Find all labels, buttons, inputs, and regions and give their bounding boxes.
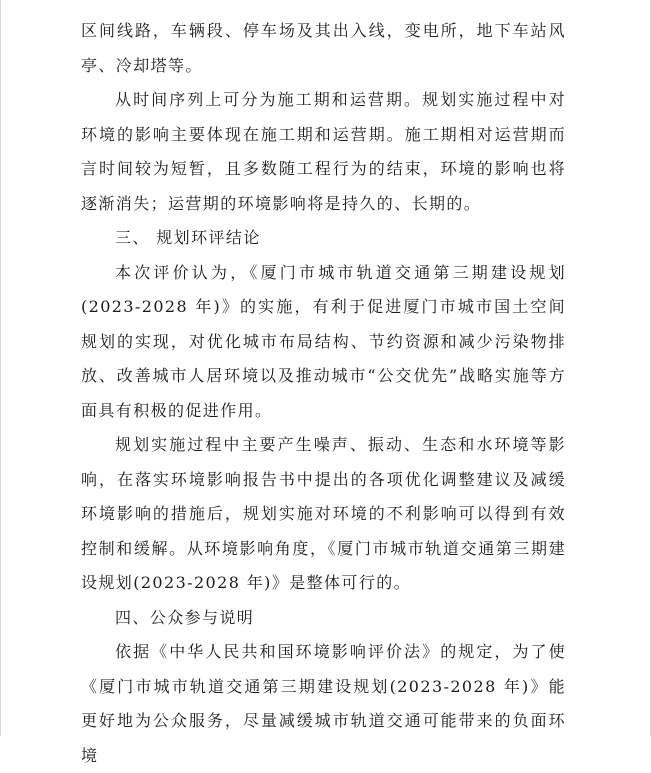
paragraph-public-participation: 依据《中华人民共和国环境影响评价法》的规定，为了使《厦门市城市轨道交通第三期建设规划(2023-2028 年)》能更好地为公众服务，尽量减缓城市轨道交通可能带来的负面环境 [81,642,566,765]
paragraph-impact-mitigation: 规划实施过程中主要产生噪声、振动、生态和水环境等影响，在落实环境影响报告书中提出的各项优化调整建议及减缓环境影响的措施后，规划实施对环境的不利影响可以得到有效控制和缓解。从环境影响角度，《厦门市城市轨道交通第三期建设规划(2023-2028 年)》是整体可行的。 [81,435,566,592]
paragraph-evaluation-conclusion: 本次评价认为，《厦门市城市轨道交通第三期建设规划(2023-2028 年)》的实施，有利于促进厦门市城市国土空间规划的实现，对优化城市布局结构、节约资源和减少污染物排放、改善城市人居环境以及推动城市“公交优先”战略实施等方面具有积极的促进作用。 [81,262,566,420]
section-heading-public-participation: 四、公众参与说明 [115,607,255,627]
paragraph-time-sequence: 从时间序列上可分为施工期和运营期。规划实施过程中对环境的影响主要体现在施工期和运营期。施工期相对运营期而言时间较为短暂，且多数随工程行为的结束，环境的影响也将逐渐消失；运营期的环境影响将是持久的、长期的。 [81,90,566,213]
paragraph-facilities-list: 区间线路，车辆段、停车场及其出入线，变电所，地下车站风亭、冷却塔等。 [81,21,566,75]
document-body [81,14,566,773]
section-heading-conclusion: 三、 规划环评结论 [115,228,261,247]
